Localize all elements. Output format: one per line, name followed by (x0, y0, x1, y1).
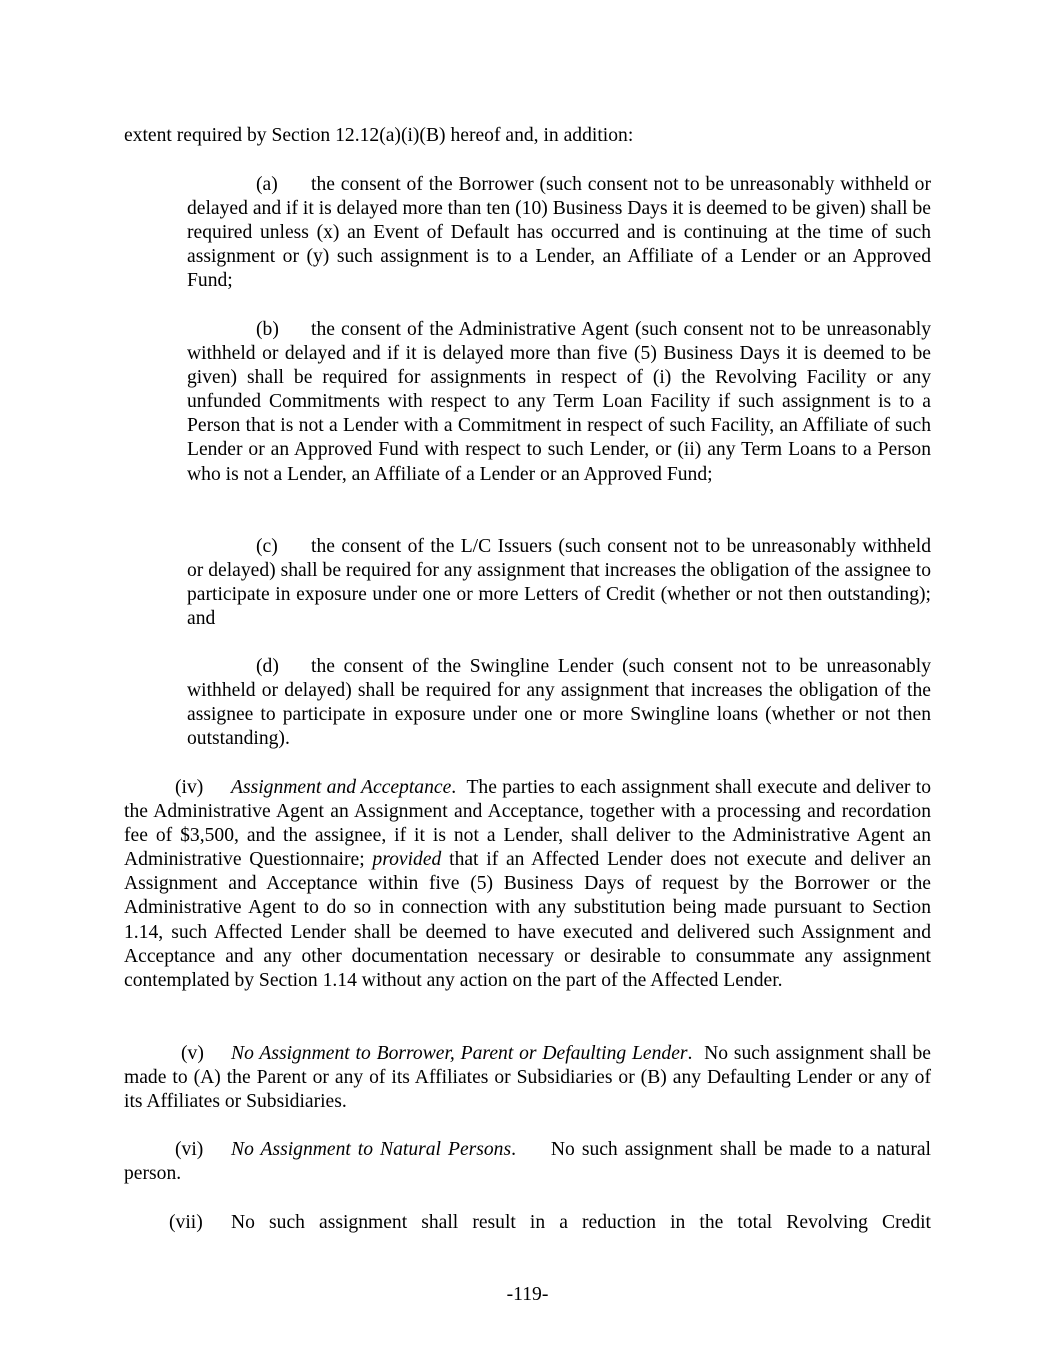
consent-b (187, 318, 931, 487)
section-iv-text-part2: that if an Affected Lender does not execute and deliver an Assignment and Acceptance within five (5) Business Days of request by the Borrower or the Administrative Agent to do so in connection with any substitution being made pursuant to Section 1.14, such Affected Lender shall be deemed to have executed and delivered such Assignment and Acceptance and any other documentation necessary or desirable to consummate any assignment contemplated by Section 1.14 without any action on the part of the Affected Lender. (124, 849, 932, 991)
consent-c-label: (c) (256, 536, 278, 557)
section-vi-label: (vi) (175, 1139, 204, 1160)
section-vii-text: No such assignment shall result in a reduction in the total Revolving Credit (231, 1212, 931, 1233)
consent-b-text: the consent of the Administrative Agent (such consent not to be unreasonably withheld or delayed and if it is delayed more than five (5) Business Days it is deemed to be given) shall be required for assignments in respect of (i) the Revolving Facility or any unfunded Commitments with respect to any Term Loan Facility if such assignment is to a Person that is not a Lender with a Commitment in respect of such Facility, an Affiliate of such Lender or an Approved Fund with respect to such Lender, or (ii) any Term Loans to a Person who is not a Lender, an Affiliate of a Lender or an Approved Fund; (187, 319, 931, 485)
section-iv-text-part1: The parties to each assignment shall execute and deliver to the Administrative Agent an Assignment and Acceptance, together with a processing and recordation fee of $3,500, and the assignee, if it is not a Lender, shall deliver to the Administrative Agent an Administrative Questionnaire; (124, 777, 932, 871)
section-vi: (vi) No Assignment to Natural Persons. No such assignment shall be made to a natural person. (124, 1139, 931, 1185)
consent-c-text: the consent of the L/C Issuers (such consent not to be unreasonably withheld or delayed) shall be required for any assignment that increases the obligation of the assignee to participate in exposure under one or more Letters of Credit (whether or not then outstanding); and (187, 536, 931, 630)
consent-c (187, 535, 931, 631)
consent-b-label: (b) (256, 319, 279, 340)
consent-a (187, 173, 931, 293)
section-vii (124, 1211, 931, 1235)
section-vi-text: No such assignment shall be made to a natural person. (124, 1139, 931, 1185)
section-iv-provided: provided (372, 849, 442, 871)
section-iv-label: (iv) (175, 777, 204, 798)
section-v-text: No such assignment shall be made to (A) the Parent or any of its Affiliates or Subsidiaries or (B) any Defaulting Lender or any of its Affiliates or Subsidiaries. (124, 1043, 931, 1113)
section-vi-heading: No Assignment to Natural Persons (231, 1139, 512, 1160)
consent-a-text: the consent of the Borrower (such consent not to be unreasonably withheld or delayed and if it is delayed more than ten (10) Business Days it is deemed to be given) shall be required unless (x) an Event of Default has occurred and is continuing at the time of such assignment or (y) such assignment is to a Lender, an Affiliate of a Lender or an Approved Fund; (187, 174, 931, 292)
section-v: (v) No Assignment to Borrower, Parent or Defaulting Lender. No such assignment shall be made to (A) the Parent or any of its Affiliates or Subsidiaries or (B) any Defaulting Lender or any of its Affiliates or Subsidiaries. (124, 1043, 931, 1113)
section-iv: (iv) Assignment and Acceptance. The parties to each assignment shall execute and deliver to the Administrative Agent an Assignment and Acceptance, together with a processing and recordation fee of $3,500, and the assignee, if it is not a Lender, shall deliver to the Administrative Agent an Administrative Questionnaire; provided that if an Affected Lender does not execute and deliver an Assignment and Acceptance within five (5) Business Days of request by the Borrower or the Administrative Agent to do so in connection with any substitution being made pursuant to Section 1.14, such Affected Lender shall be deemed to have executed and delivered such Assignment and Acceptance and any other documentation necessary or desirable to consummate any assignment contemplated by Section 1.14 without any action on the part of the Affected Lender. (124, 777, 932, 991)
section-iv-heading: Assignment and Acceptance (231, 777, 452, 798)
consent-d (187, 655, 931, 751)
opening-line: extent required by Section 12.12(a)(i)(B) hereof and, in addition: (124, 125, 634, 146)
consent-a-label: (a) (256, 174, 278, 195)
page-number: -119- (506, 1284, 549, 1305)
section-v-label: (v) (181, 1043, 204, 1064)
consent-d-text: the consent of the Swingline Lender (such consent not to be unreasonably withheld or delayed) shall be required for any assignment that increases the obligation of the assignee to participate in exposure under one or more Swingline loans (whether or not then outstanding). (187, 656, 931, 750)
consent-d-label: (d) (256, 656, 279, 677)
section-v-heading: No Assignment to Borrower, Parent or Defaulting Lender (231, 1043, 688, 1064)
section-vii-label: (vii) (169, 1212, 203, 1233)
